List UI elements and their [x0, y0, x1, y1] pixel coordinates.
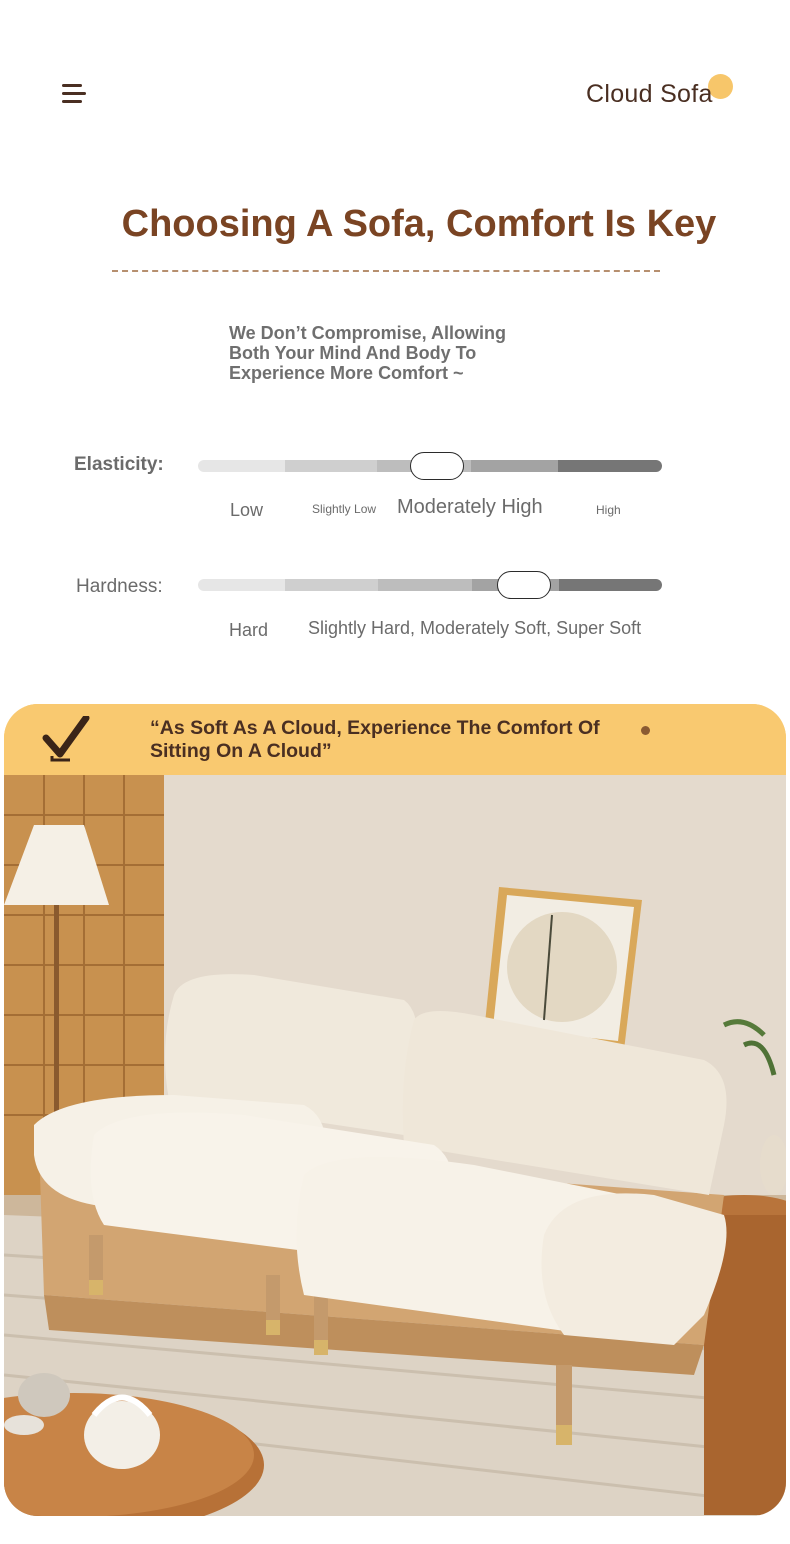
hardness-label: Hardness:: [76, 576, 163, 597]
menu-icon[interactable]: [62, 84, 86, 106]
hardness-slider-thumb[interactable]: [497, 571, 551, 599]
elasticity-slider-thumb[interactable]: [410, 452, 464, 480]
hardness-track: [198, 579, 662, 591]
title-divider: [112, 270, 660, 272]
hardness-tick-hard: Hard: [229, 620, 269, 640]
elasticity-label: Elasticity:: [74, 454, 164, 475]
decorative-dot: [641, 726, 650, 735]
elasticity-tick-slightly-low: Slightly Low: [312, 502, 377, 516]
sofa-photo: [4, 775, 786, 1516]
quote-banner: [4, 704, 786, 775]
page-title: Choosing A Sofa, Comfort Is Key: [121, 203, 717, 245]
tagline: We Don’t Compromise, Allowing Both Your Mind And Body To Experience More Comfort ~: [229, 323, 507, 383]
elasticity-tick-high: High: [596, 503, 621, 517]
hardness-tick-soft-range: Slightly Hard, Moderately Soft, Super Soft: [308, 618, 642, 638]
brand-name: Cloud Sofa: [586, 80, 713, 108]
product-card: [4, 704, 786, 1516]
brand-logo[interactable]: [586, 74, 746, 114]
elasticity-tick-low: Low: [230, 500, 264, 520]
banner-quote: “As Soft As A Cloud, Experience The Comfort Of Sitting On A Cloud”: [150, 717, 600, 762]
checkmark-icon: [42, 716, 90, 762]
elasticity-tick-moderately-high: Moderately High: [397, 496, 543, 518]
